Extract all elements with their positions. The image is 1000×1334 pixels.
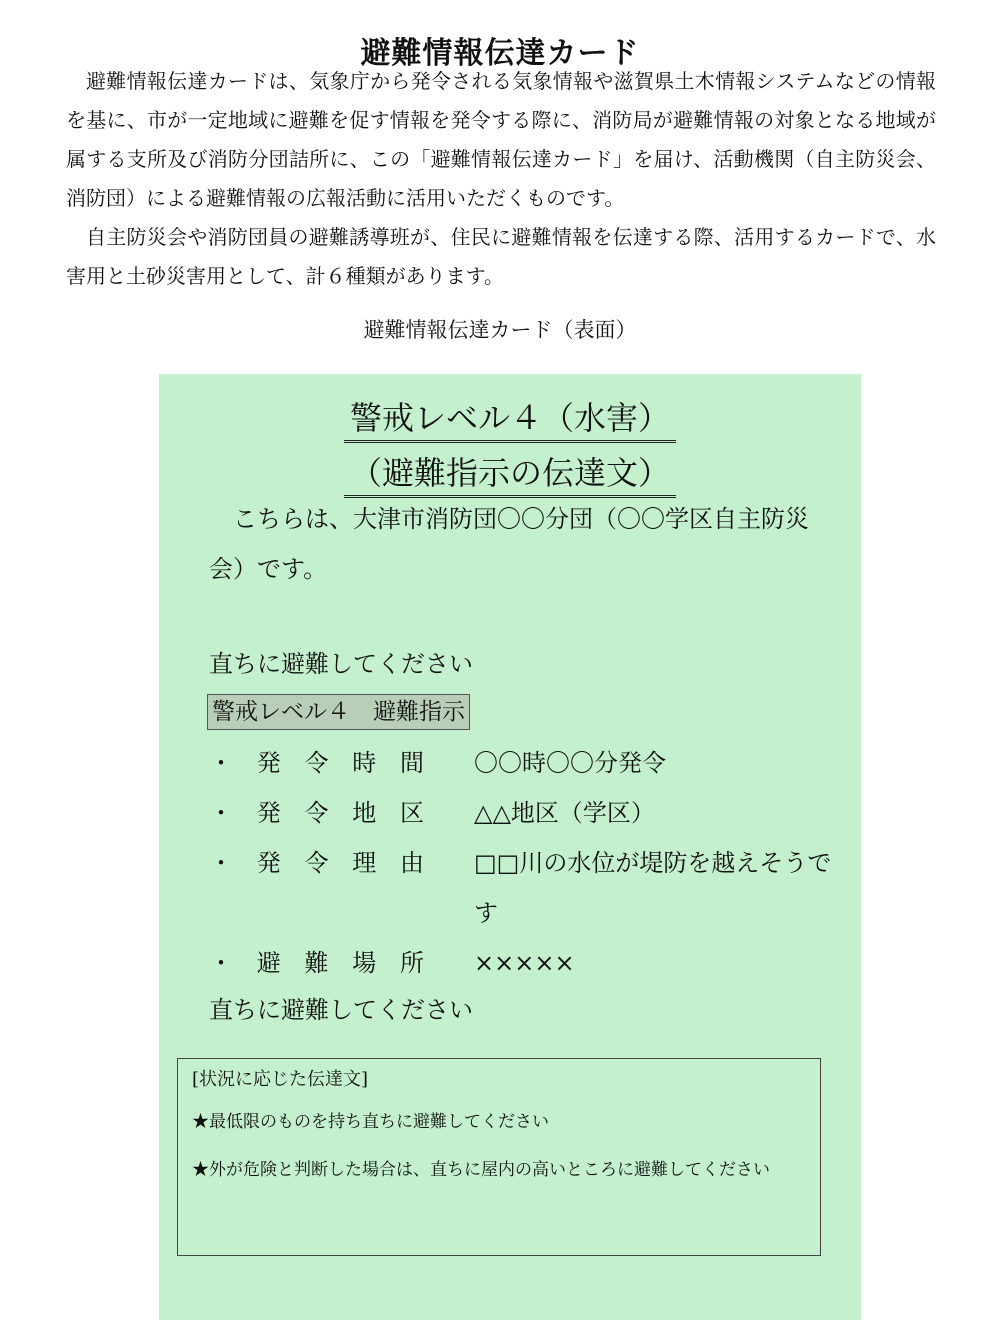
- page-title: 避難情報伝達カード: [360, 36, 640, 72]
- alert-level-label: 警戒レベル４ 避難指示: [207, 694, 470, 730]
- detail-label: ・ 発 令 地 区: [209, 799, 424, 827]
- card-title: [159, 394, 861, 504]
- situation-item: ★最低限のものを持ち直ちに避難してください: [192, 1112, 549, 1132]
- detail-value: 〇〇時〇〇分発令: [474, 749, 666, 777]
- situation-heading: [状況に応じた伝達文]: [192, 1069, 369, 1090]
- situation-item: ★外が危険と判断した場合は、直ちに屋内の高いところに避難してください: [192, 1160, 770, 1180]
- intro-paragraph-1: 避難情報伝達カードは、気象庁から発令される気象情報や滋賀県土木情報システムなどの情報を基に、市が一定地域に避難を促す情報を発令する際に、消防局が避難情報の対象となる地域が属する支所及び消防分団詰所に、この「避難情報伝達カード」を届け、活動機関（自主防災会、消防団）による避難情報の広報活動に活用いただくものです。: [66, 69, 936, 210]
- card-intro: こちらは、大津市消防団〇〇分団（〇〇学区自主防災会）です。: [209, 505, 809, 583]
- evacuate-now-text: 直ちに避難してください: [209, 650, 473, 678]
- detail-label: ・ 避 難 場 所: [209, 949, 424, 977]
- detail-value: □□川の水位が堤防を越えそうです: [474, 849, 832, 927]
- card-title-line-1: 警戒レベル４（水害）: [344, 394, 676, 443]
- evacuation-card: [159, 374, 861, 1320]
- card-caption: 避難情報伝達カード（表面）: [363, 318, 637, 342]
- card-title-line-2: （避難指示の伝達文）: [344, 449, 676, 498]
- detail-label: ・ 発 令 理 由: [209, 849, 424, 877]
- evacuate-now-repeat-text: 直ちに避難してください: [209, 996, 473, 1024]
- detail-value: ×××××: [474, 949, 575, 977]
- situation-message-box: [177, 1058, 821, 1256]
- detail-label: ・ 発 令 時 間: [209, 749, 424, 777]
- intro-text: [66, 62, 936, 296]
- intro-paragraph-2: 自主防災会や消防団員の避難誘導班が、住民に避難情報を伝達する際、活用するカードで、水害用と土砂災害用として、計６種類があります。: [66, 225, 936, 288]
- detail-value: △△地区（学区）: [474, 799, 655, 827]
